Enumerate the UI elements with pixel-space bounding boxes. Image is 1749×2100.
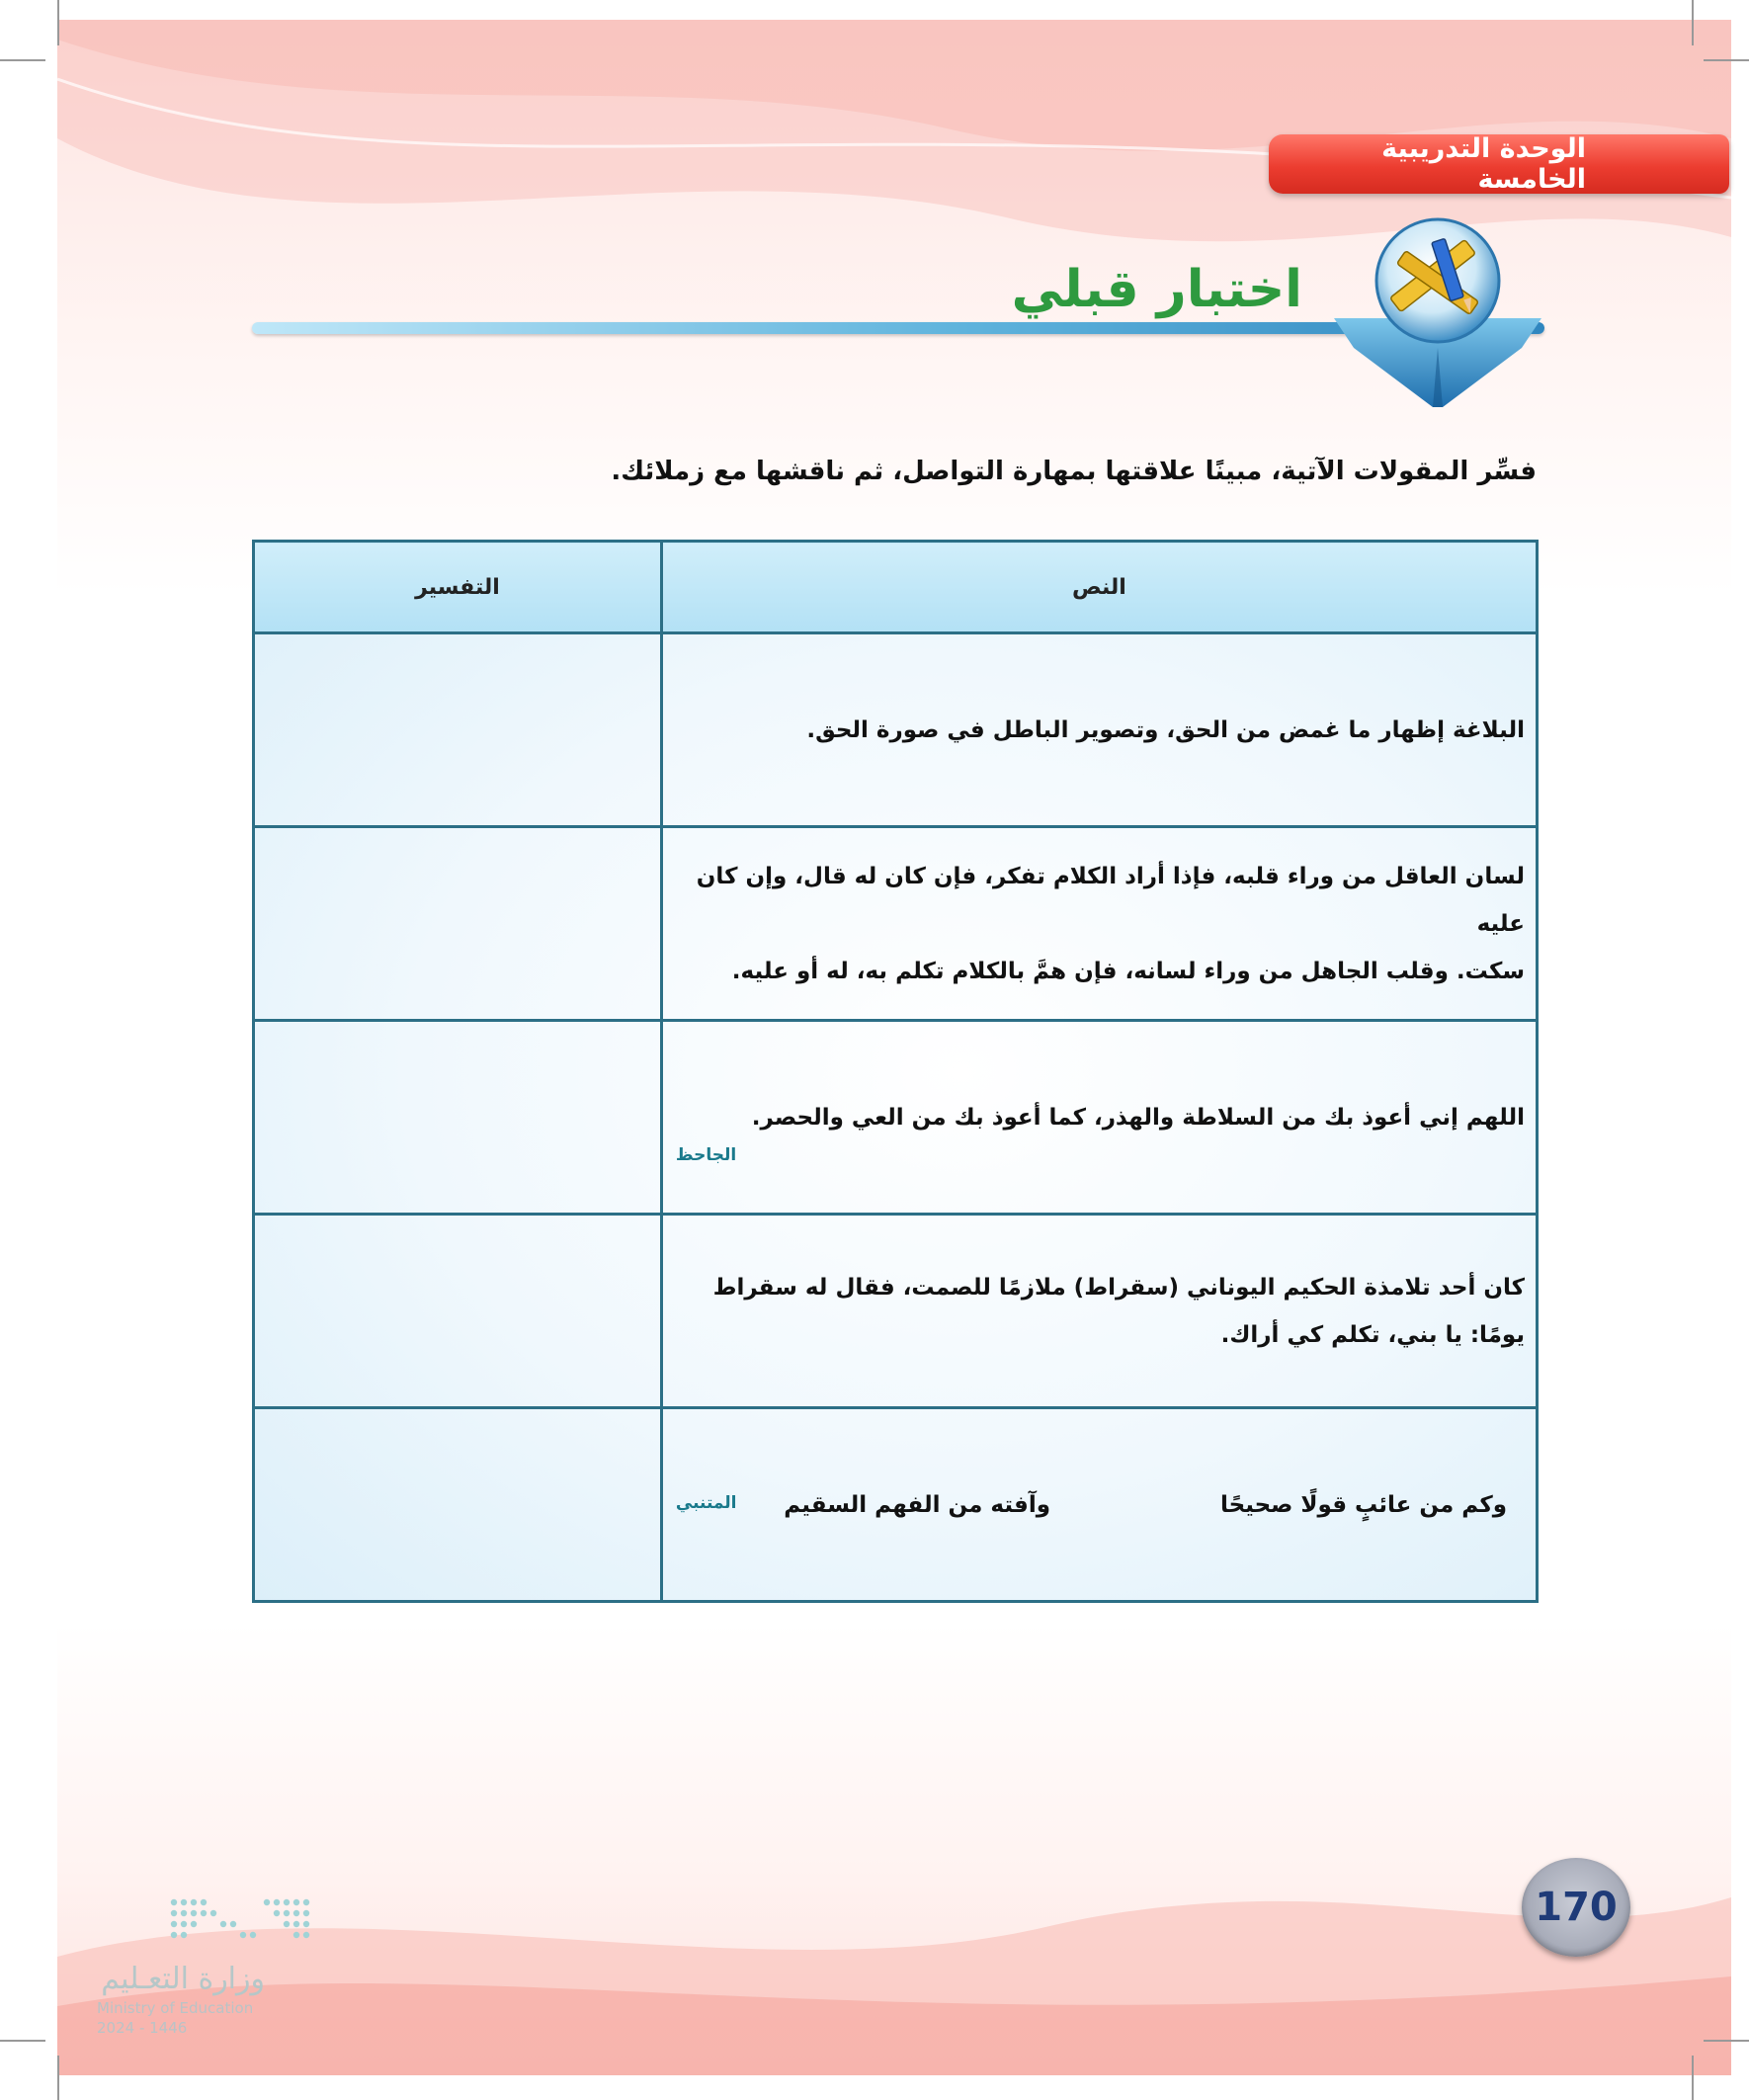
quote-line: سكت. وقلب الجاهل من وراء لسانه، فإن همَّ بالكلام تكلم به، له أو عليه.: [731, 958, 1525, 984]
crop-mark: [1692, 2056, 1694, 2100]
ministry-logo: [97, 1892, 324, 2041]
table-row: [254, 1021, 1538, 1215]
interpretation-cell[interactable]: [254, 1021, 662, 1215]
table-row: [254, 1408, 1538, 1602]
ministry-name-en: Ministry of Education: [97, 1999, 254, 2017]
quote-cell: [661, 1215, 1537, 1408]
quote-cell: [661, 1408, 1537, 1602]
header-interpretation: التفسير: [254, 542, 662, 633]
attribution: الجاحظ: [675, 1145, 737, 1165]
ministry-name-ar: وزارة التعـليم: [101, 1962, 265, 1996]
interpretation-cell[interactable]: [254, 827, 662, 1021]
crop-mark: [1692, 0, 1694, 45]
attribution: المتنبي: [675, 1493, 737, 1513]
crop-mark: [57, 0, 59, 45]
ministry-year: 2024 - 1446: [97, 2019, 188, 2037]
verse-hemistich-2: وآفته من الفهم السقيم: [784, 1491, 1050, 1518]
quote-line: البلاغة إظهار ما غمض من الحق، وتصوير الباطل في صورة الحق.: [806, 716, 1525, 743]
page-number: 170: [1522, 1858, 1630, 1957]
instruction: فسِّر المقولات الآتية، مبينًا علاقتها بمهارة التواصل، ثم ناقشها مع زملائك.: [611, 457, 1537, 486]
quote-line: يومًا: يا بني، تكلم كي أراك.: [1220, 1321, 1525, 1348]
crop-mark: [1704, 2040, 1749, 2042]
crop-mark: [0, 59, 45, 61]
interpretation-cell[interactable]: [254, 1408, 662, 1602]
quote-cell: [661, 1021, 1537, 1215]
table-row: [254, 827, 1538, 1021]
ministry-dots-icon: [166, 1892, 324, 1952]
crop-mark: [0, 2040, 45, 2042]
exercise-table: [252, 540, 1539, 1603]
quote-line: لسان العاقل من وراء قلبه، فإذا أراد الكلام تفكر، فإن كان له قال، وإن كان عليه: [696, 863, 1525, 937]
ruler-pencil-icon: [1324, 210, 1551, 407]
unit-banner: [1269, 134, 1729, 194]
verse-hemistich-1: وكم من عائبٍ قولًا صحيحًا: [1219, 1491, 1507, 1518]
header-text: النص: [661, 542, 1537, 633]
table-row: [254, 633, 1538, 827]
quote-cell: [661, 633, 1537, 827]
crop-mark: [57, 2056, 59, 2100]
interpretation-cell[interactable]: [254, 1215, 662, 1408]
quote-cell: [661, 827, 1537, 1021]
section-title: اختبار قبلي: [1011, 260, 1302, 319]
quote-line: اللهم إني أعوذ بك من السلاطة والهذر، كما أعوذ بك من العي والحصر.: [751, 1104, 1525, 1131]
interpretation-cell[interactable]: [254, 633, 662, 827]
table-header-row: [254, 542, 1538, 633]
crop-mark: [1704, 59, 1749, 61]
table-row: [254, 1215, 1538, 1408]
unit-label: الوحدة التدريبية الخامسة: [1381, 133, 1586, 195]
quote-line: كان أحد تلامذة الحكيم اليوناني (سقراط) ملازمًا للصمت، فقال له سقراط: [712, 1274, 1525, 1301]
